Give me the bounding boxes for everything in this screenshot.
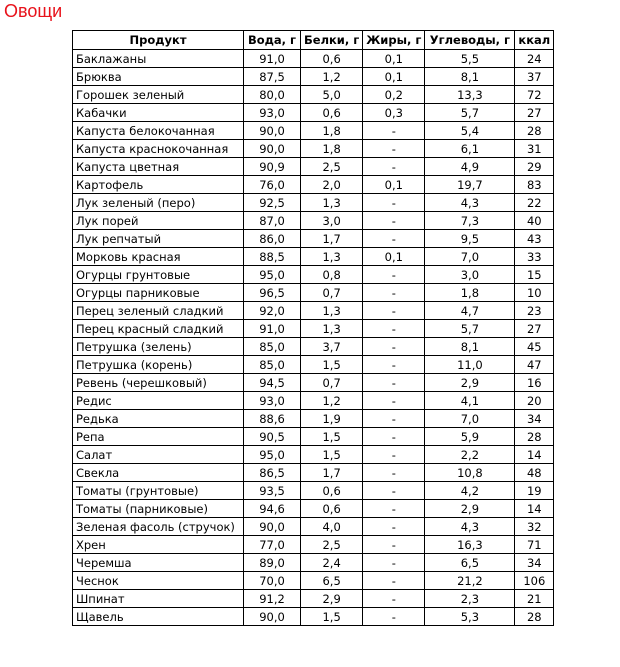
protein-cell: 0,7 xyxy=(301,374,363,392)
table-row xyxy=(73,302,554,320)
table-row xyxy=(73,320,554,338)
protein-cell: 1,5 xyxy=(301,356,363,374)
water-cell: 90,0 xyxy=(244,518,301,536)
water-cell: 88,6 xyxy=(244,410,301,428)
protein-cell: 1,5 xyxy=(301,446,363,464)
fat-cell: - xyxy=(363,302,425,320)
kcal-cell: 28 xyxy=(515,122,554,140)
fat-cell: - xyxy=(363,482,425,500)
protein-cell: 1,8 xyxy=(301,140,363,158)
kcal-cell: 27 xyxy=(515,320,554,338)
product-name-cell: Черемша xyxy=(73,554,244,572)
water-cell: 77,0 xyxy=(244,536,301,554)
kcal-cell: 48 xyxy=(515,464,554,482)
kcal-cell: 72 xyxy=(515,86,554,104)
water-cell: 94,5 xyxy=(244,374,301,392)
water-cell: 86,0 xyxy=(244,230,301,248)
product-name-cell: Лук порей xyxy=(73,212,244,230)
product-name-cell: Капуста краснокочанная xyxy=(73,140,244,158)
kcal-cell: 20 xyxy=(515,392,554,410)
product-name-cell: Свекла xyxy=(73,464,244,482)
table-row xyxy=(73,266,554,284)
table-row xyxy=(73,410,554,428)
product-name-cell: Капуста цветная xyxy=(73,158,244,176)
table-row xyxy=(73,104,554,122)
table-row xyxy=(73,446,554,464)
fat-cell: - xyxy=(363,410,425,428)
kcal-cell: 83 xyxy=(515,176,554,194)
table-row xyxy=(73,158,554,176)
kcal-cell: 45 xyxy=(515,338,554,356)
carbs-cell: 2,2 xyxy=(425,446,515,464)
product-name-cell: Баклажаны xyxy=(73,50,244,68)
table-row xyxy=(73,284,554,302)
fat-cell: - xyxy=(363,572,425,590)
kcal-cell: 40 xyxy=(515,212,554,230)
product-name-cell: Брюква xyxy=(73,68,244,86)
fat-cell: - xyxy=(363,266,425,284)
fat-cell: - xyxy=(363,428,425,446)
kcal-cell: 23 xyxy=(515,302,554,320)
carbs-cell: 5,5 xyxy=(425,50,515,68)
fat-cell: - xyxy=(363,140,425,158)
carbs-cell: 7,0 xyxy=(425,248,515,266)
kcal-cell: 24 xyxy=(515,50,554,68)
water-cell: 93,0 xyxy=(244,104,301,122)
kcal-cell: 28 xyxy=(515,608,554,626)
water-cell: 87,0 xyxy=(244,212,301,230)
header-kcal: ккал xyxy=(515,31,554,50)
fat-cell: - xyxy=(363,356,425,374)
protein-cell: 1,7 xyxy=(301,464,363,482)
product-name-cell: Томаты (грунтовые) xyxy=(73,482,244,500)
water-cell: 70,0 xyxy=(244,572,301,590)
water-cell: 91,2 xyxy=(244,590,301,608)
header-water: Вода, г xyxy=(244,31,301,50)
kcal-cell: 31 xyxy=(515,140,554,158)
protein-cell: 0,6 xyxy=(301,104,363,122)
kcal-cell: 47 xyxy=(515,356,554,374)
fat-cell: 0,3 xyxy=(363,104,425,122)
table-row xyxy=(73,392,554,410)
protein-cell: 1,8 xyxy=(301,122,363,140)
protein-cell: 1,3 xyxy=(301,194,363,212)
table-row xyxy=(73,572,554,590)
water-cell: 95,0 xyxy=(244,266,301,284)
kcal-cell: 27 xyxy=(515,104,554,122)
fat-cell: - xyxy=(363,590,425,608)
carbs-cell: 2,9 xyxy=(425,374,515,392)
table-row xyxy=(73,590,554,608)
fat-cell: - xyxy=(363,446,425,464)
carbs-cell: 21,2 xyxy=(425,572,515,590)
kcal-cell: 10 xyxy=(515,284,554,302)
water-cell: 86,5 xyxy=(244,464,301,482)
carbs-cell: 5,9 xyxy=(425,428,515,446)
header-carbs: Углеводы, г xyxy=(425,31,515,50)
carbs-cell: 10,8 xyxy=(425,464,515,482)
water-cell: 95,0 xyxy=(244,446,301,464)
header-protein: Белки, г xyxy=(301,31,363,50)
water-cell: 93,5 xyxy=(244,482,301,500)
protein-cell: 3,0 xyxy=(301,212,363,230)
table-row xyxy=(73,176,554,194)
carbs-cell: 4,1 xyxy=(425,392,515,410)
carbs-cell: 9,5 xyxy=(425,230,515,248)
protein-cell: 1,9 xyxy=(301,410,363,428)
product-name-cell: Петрушка (зелень) xyxy=(73,338,244,356)
table-row xyxy=(73,500,554,518)
table-row xyxy=(73,194,554,212)
kcal-cell: 106 xyxy=(515,572,554,590)
protein-cell: 0,8 xyxy=(301,266,363,284)
carbs-cell: 3,0 xyxy=(425,266,515,284)
table-row xyxy=(73,230,554,248)
water-cell: 85,0 xyxy=(244,338,301,356)
table-row xyxy=(73,428,554,446)
water-cell: 96,5 xyxy=(244,284,301,302)
kcal-cell: 71 xyxy=(515,536,554,554)
fat-cell: 0,2 xyxy=(363,86,425,104)
fat-cell: - xyxy=(363,464,425,482)
carbs-cell: 11,0 xyxy=(425,356,515,374)
kcal-cell: 32 xyxy=(515,518,554,536)
fat-cell: - xyxy=(363,374,425,392)
protein-cell: 2,5 xyxy=(301,158,363,176)
product-name-cell: Щавель xyxy=(73,608,244,626)
kcal-cell: 43 xyxy=(515,230,554,248)
water-cell: 89,0 xyxy=(244,554,301,572)
kcal-cell: 14 xyxy=(515,446,554,464)
product-name-cell: Хрен xyxy=(73,536,244,554)
fat-cell: - xyxy=(363,554,425,572)
table-row xyxy=(73,140,554,158)
carbs-cell: 5,4 xyxy=(425,122,515,140)
table-header-row xyxy=(73,31,554,50)
product-name-cell: Лук зеленый (перо) xyxy=(73,194,244,212)
carbs-cell: 4,7 xyxy=(425,302,515,320)
fat-cell: - xyxy=(363,320,425,338)
protein-cell: 1,3 xyxy=(301,248,363,266)
carbs-cell: 4,2 xyxy=(425,482,515,500)
table-row xyxy=(73,50,554,68)
product-name-cell: Шпинат xyxy=(73,590,244,608)
table-row xyxy=(73,518,554,536)
fat-cell: - xyxy=(363,212,425,230)
carbs-cell: 8,1 xyxy=(425,68,515,86)
carbs-cell: 2,9 xyxy=(425,500,515,518)
water-cell: 92,5 xyxy=(244,194,301,212)
water-cell: 90,0 xyxy=(244,608,301,626)
fat-cell: - xyxy=(363,608,425,626)
product-name-cell: Ревень (черешковый) xyxy=(73,374,244,392)
fat-cell: - xyxy=(363,122,425,140)
product-name-cell: Горошек зеленый xyxy=(73,86,244,104)
product-name-cell: Редька xyxy=(73,410,244,428)
fat-cell: - xyxy=(363,518,425,536)
carbs-cell: 7,3 xyxy=(425,212,515,230)
product-name-cell: Зеленая фасоль (стручок) xyxy=(73,518,244,536)
protein-cell: 4,0 xyxy=(301,518,363,536)
fat-cell: - xyxy=(363,500,425,518)
product-name-cell: Перец зеленый сладкий xyxy=(73,302,244,320)
carbs-cell: 5,3 xyxy=(425,608,515,626)
kcal-cell: 22 xyxy=(515,194,554,212)
product-name-cell: Чеснок xyxy=(73,572,244,590)
product-name-cell: Огурцы грунтовые xyxy=(73,266,244,284)
protein-cell: 1,5 xyxy=(301,608,363,626)
carbs-cell: 16,3 xyxy=(425,536,515,554)
carbs-cell: 5,7 xyxy=(425,320,515,338)
kcal-cell: 34 xyxy=(515,410,554,428)
product-name-cell: Картофель xyxy=(73,176,244,194)
protein-cell: 6,5 xyxy=(301,572,363,590)
carbs-cell: 1,8 xyxy=(425,284,515,302)
product-name-cell: Кабачки xyxy=(73,104,244,122)
kcal-cell: 16 xyxy=(515,374,554,392)
carbs-cell: 13,3 xyxy=(425,86,515,104)
table-row xyxy=(73,68,554,86)
protein-cell: 3,7 xyxy=(301,338,363,356)
kcal-cell: 19 xyxy=(515,482,554,500)
carbs-cell: 4,3 xyxy=(425,194,515,212)
carbs-cell: 19,7 xyxy=(425,176,515,194)
protein-cell: 2,9 xyxy=(301,590,363,608)
table-row xyxy=(73,122,554,140)
table-row xyxy=(73,608,554,626)
kcal-cell: 33 xyxy=(515,248,554,266)
carbs-cell: 4,9 xyxy=(425,158,515,176)
fat-cell: - xyxy=(363,536,425,554)
table-row xyxy=(73,554,554,572)
fat-cell: - xyxy=(363,338,425,356)
header-fat: Жиры, г xyxy=(363,31,425,50)
water-cell: 90,0 xyxy=(244,140,301,158)
protein-cell: 2,4 xyxy=(301,554,363,572)
table-row xyxy=(73,338,554,356)
water-cell: 92,0 xyxy=(244,302,301,320)
product-name-cell: Перец красный сладкий xyxy=(73,320,244,338)
protein-cell: 1,3 xyxy=(301,320,363,338)
carbs-cell: 7,0 xyxy=(425,410,515,428)
kcal-cell: 37 xyxy=(515,68,554,86)
protein-cell: 0,6 xyxy=(301,50,363,68)
water-cell: 80,0 xyxy=(244,86,301,104)
product-name-cell: Репа xyxy=(73,428,244,446)
table-row xyxy=(73,248,554,266)
water-cell: 88,5 xyxy=(244,248,301,266)
protein-cell: 1,7 xyxy=(301,230,363,248)
fat-cell: 0,1 xyxy=(363,50,425,68)
fat-cell: - xyxy=(363,230,425,248)
protein-cell: 1,2 xyxy=(301,68,363,86)
water-cell: 91,0 xyxy=(244,320,301,338)
water-cell: 94,6 xyxy=(244,500,301,518)
fat-cell: 0,1 xyxy=(363,248,425,266)
table-row xyxy=(73,86,554,104)
protein-cell: 5,0 xyxy=(301,86,363,104)
protein-cell: 0,7 xyxy=(301,284,363,302)
table-row xyxy=(73,464,554,482)
water-cell: 76,0 xyxy=(244,176,301,194)
table-row xyxy=(73,374,554,392)
water-cell: 90,0 xyxy=(244,122,301,140)
fat-cell: 0,1 xyxy=(363,176,425,194)
fat-cell: - xyxy=(363,392,425,410)
carbs-cell: 6,5 xyxy=(425,554,515,572)
table-row xyxy=(73,482,554,500)
protein-cell: 2,5 xyxy=(301,536,363,554)
water-cell: 87,5 xyxy=(244,68,301,86)
carbs-cell: 2,3 xyxy=(425,590,515,608)
carbs-cell: 6,1 xyxy=(425,140,515,158)
carbs-cell: 5,7 xyxy=(425,104,515,122)
table-row xyxy=(73,356,554,374)
water-cell: 90,5 xyxy=(244,428,301,446)
table-row xyxy=(73,212,554,230)
nutrition-table xyxy=(72,30,554,626)
kcal-cell: 29 xyxy=(515,158,554,176)
product-name-cell: Огурцы парниковые xyxy=(73,284,244,302)
product-name-cell: Лук репчатый xyxy=(73,230,244,248)
kcal-cell: 28 xyxy=(515,428,554,446)
product-name-cell: Морковь красная xyxy=(73,248,244,266)
kcal-cell: 21 xyxy=(515,590,554,608)
page-title: Овощи xyxy=(4,1,63,21)
fat-cell: 0,1 xyxy=(363,68,425,86)
kcal-cell: 15 xyxy=(515,266,554,284)
carbs-cell: 8,1 xyxy=(425,338,515,356)
kcal-cell: 34 xyxy=(515,554,554,572)
fat-cell: - xyxy=(363,158,425,176)
product-name-cell: Петрушка (корень) xyxy=(73,356,244,374)
fat-cell: - xyxy=(363,194,425,212)
protein-cell: 2,0 xyxy=(301,176,363,194)
product-name-cell: Редис xyxy=(73,392,244,410)
table-row xyxy=(73,536,554,554)
product-name-cell: Салат xyxy=(73,446,244,464)
carbs-cell: 4,3 xyxy=(425,518,515,536)
water-cell: 90,9 xyxy=(244,158,301,176)
water-cell: 93,0 xyxy=(244,392,301,410)
protein-cell: 1,2 xyxy=(301,392,363,410)
water-cell: 91,0 xyxy=(244,50,301,68)
protein-cell: 1,3 xyxy=(301,302,363,320)
protein-cell: 1,5 xyxy=(301,428,363,446)
product-name-cell: Капуста белокочанная xyxy=(73,122,244,140)
kcal-cell: 14 xyxy=(515,500,554,518)
fat-cell: - xyxy=(363,284,425,302)
protein-cell: 0,6 xyxy=(301,500,363,518)
water-cell: 85,0 xyxy=(244,356,301,374)
product-name-cell: Томаты (парниковые) xyxy=(73,500,244,518)
protein-cell: 0,6 xyxy=(301,482,363,500)
header-product: Продукт xyxy=(73,31,244,50)
